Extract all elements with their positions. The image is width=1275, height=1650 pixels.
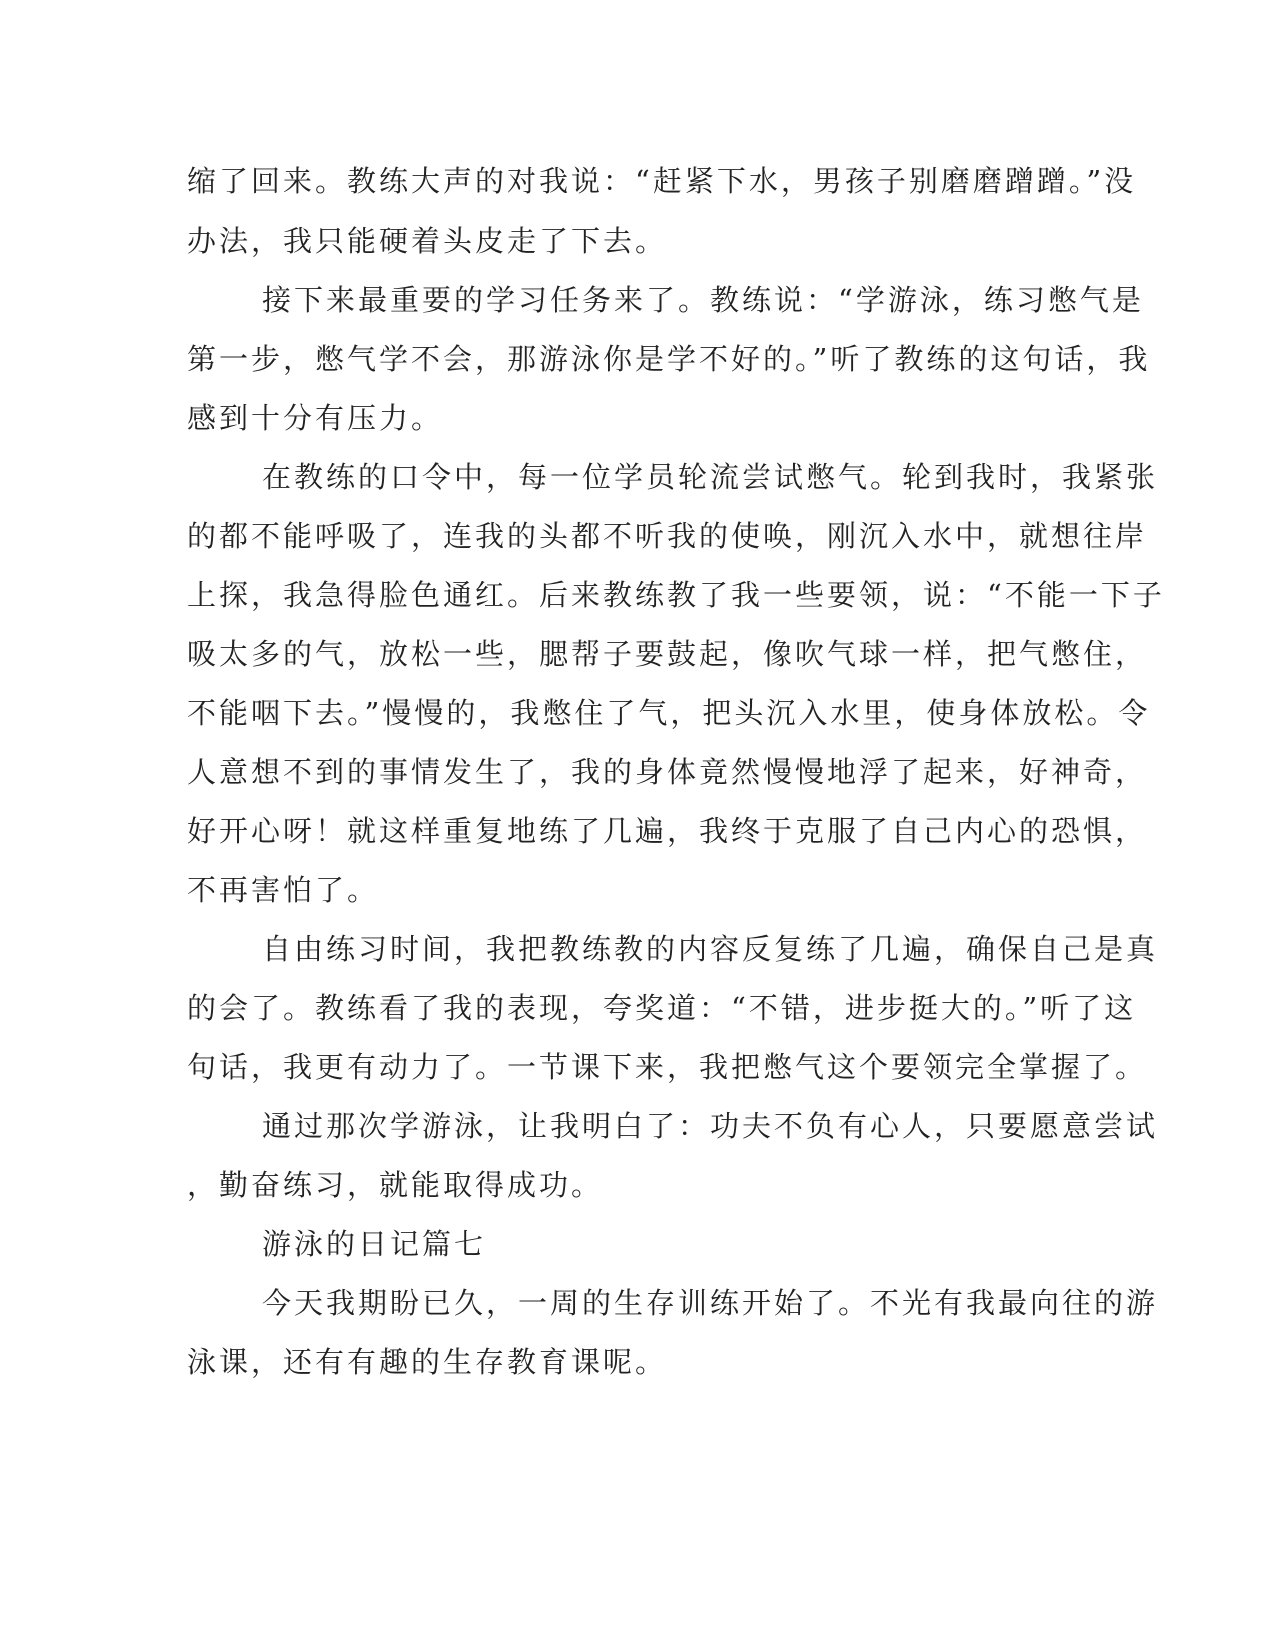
text-line: 吸太多的气，放松一些，腮帮子要鼓起，像吹气球一样，把气憋住， xyxy=(187,637,1148,671)
text-line: 接下来最重要的学习任务来了。教练说：“学游泳，练习憋气是 xyxy=(262,283,1144,317)
text-line: 不能咽下去。”慢慢的，我憋住了气，把头沉入水里，使身体放松。令 xyxy=(187,696,1151,730)
text-line: 的会了。教练看了我的表现，夸奖道：“不错，进步挺大的。”听了这 xyxy=(187,991,1137,1025)
text-line: 自由练习时间，我把教练教的内容反复练了几遍，确保自己是真 xyxy=(262,932,1159,966)
text-line: 泳课，还有有趣的生存教育课呢。 xyxy=(187,1345,668,1379)
text-line: 句话，我更有动力了。一节课下来，我把憋气这个要领完全掌握了。 xyxy=(187,1050,1148,1084)
text-line: 上探，我急得脸色通红。后来教练教了我一些要领，说：“不能一下子 xyxy=(187,578,1165,612)
text-line: 第一步，憋气学不会，那游泳你是学不好的。”听了教练的这句话，我 xyxy=(187,342,1151,376)
text-line: ，勤奋练习，就能取得成功。 xyxy=(187,1168,604,1202)
text-line: 缩了回来。教练大声的对我说：“赶紧下水，男孩子别磨磨蹭蹭。”没 xyxy=(187,164,1137,198)
text-line: 今天我期盼已久，一周的生存训练开始了。不光有我最向往的游 xyxy=(262,1286,1159,1320)
text-line: 人意想不到的事情发生了，我的身体竟然慢慢地浮了起来，好神奇， xyxy=(187,755,1148,789)
section-heading: 游泳的日记篇七 xyxy=(262,1227,487,1261)
text-line: 不再害怕了。 xyxy=(187,873,380,907)
text-line: 在教练的口令中，每一位学员轮流尝试憋气。轮到我时，我紧张 xyxy=(262,460,1159,494)
text-line: 通过那次学游泳，让我明白了：功夫不负有心人，只要愿意尝试 xyxy=(262,1109,1159,1143)
text-line: 办法，我只能硬着头皮走了下去。 xyxy=(187,224,668,258)
text-line: 的都不能呼吸了，连我的头都不听我的使唤，刚沉入水中，就想往岸 xyxy=(187,519,1148,553)
text-line: 感到十分有压力。 xyxy=(187,401,444,435)
text-line: 好开心呀！就这样重复地练了几遍，我终于克服了自己内心的恐惧， xyxy=(187,814,1148,848)
